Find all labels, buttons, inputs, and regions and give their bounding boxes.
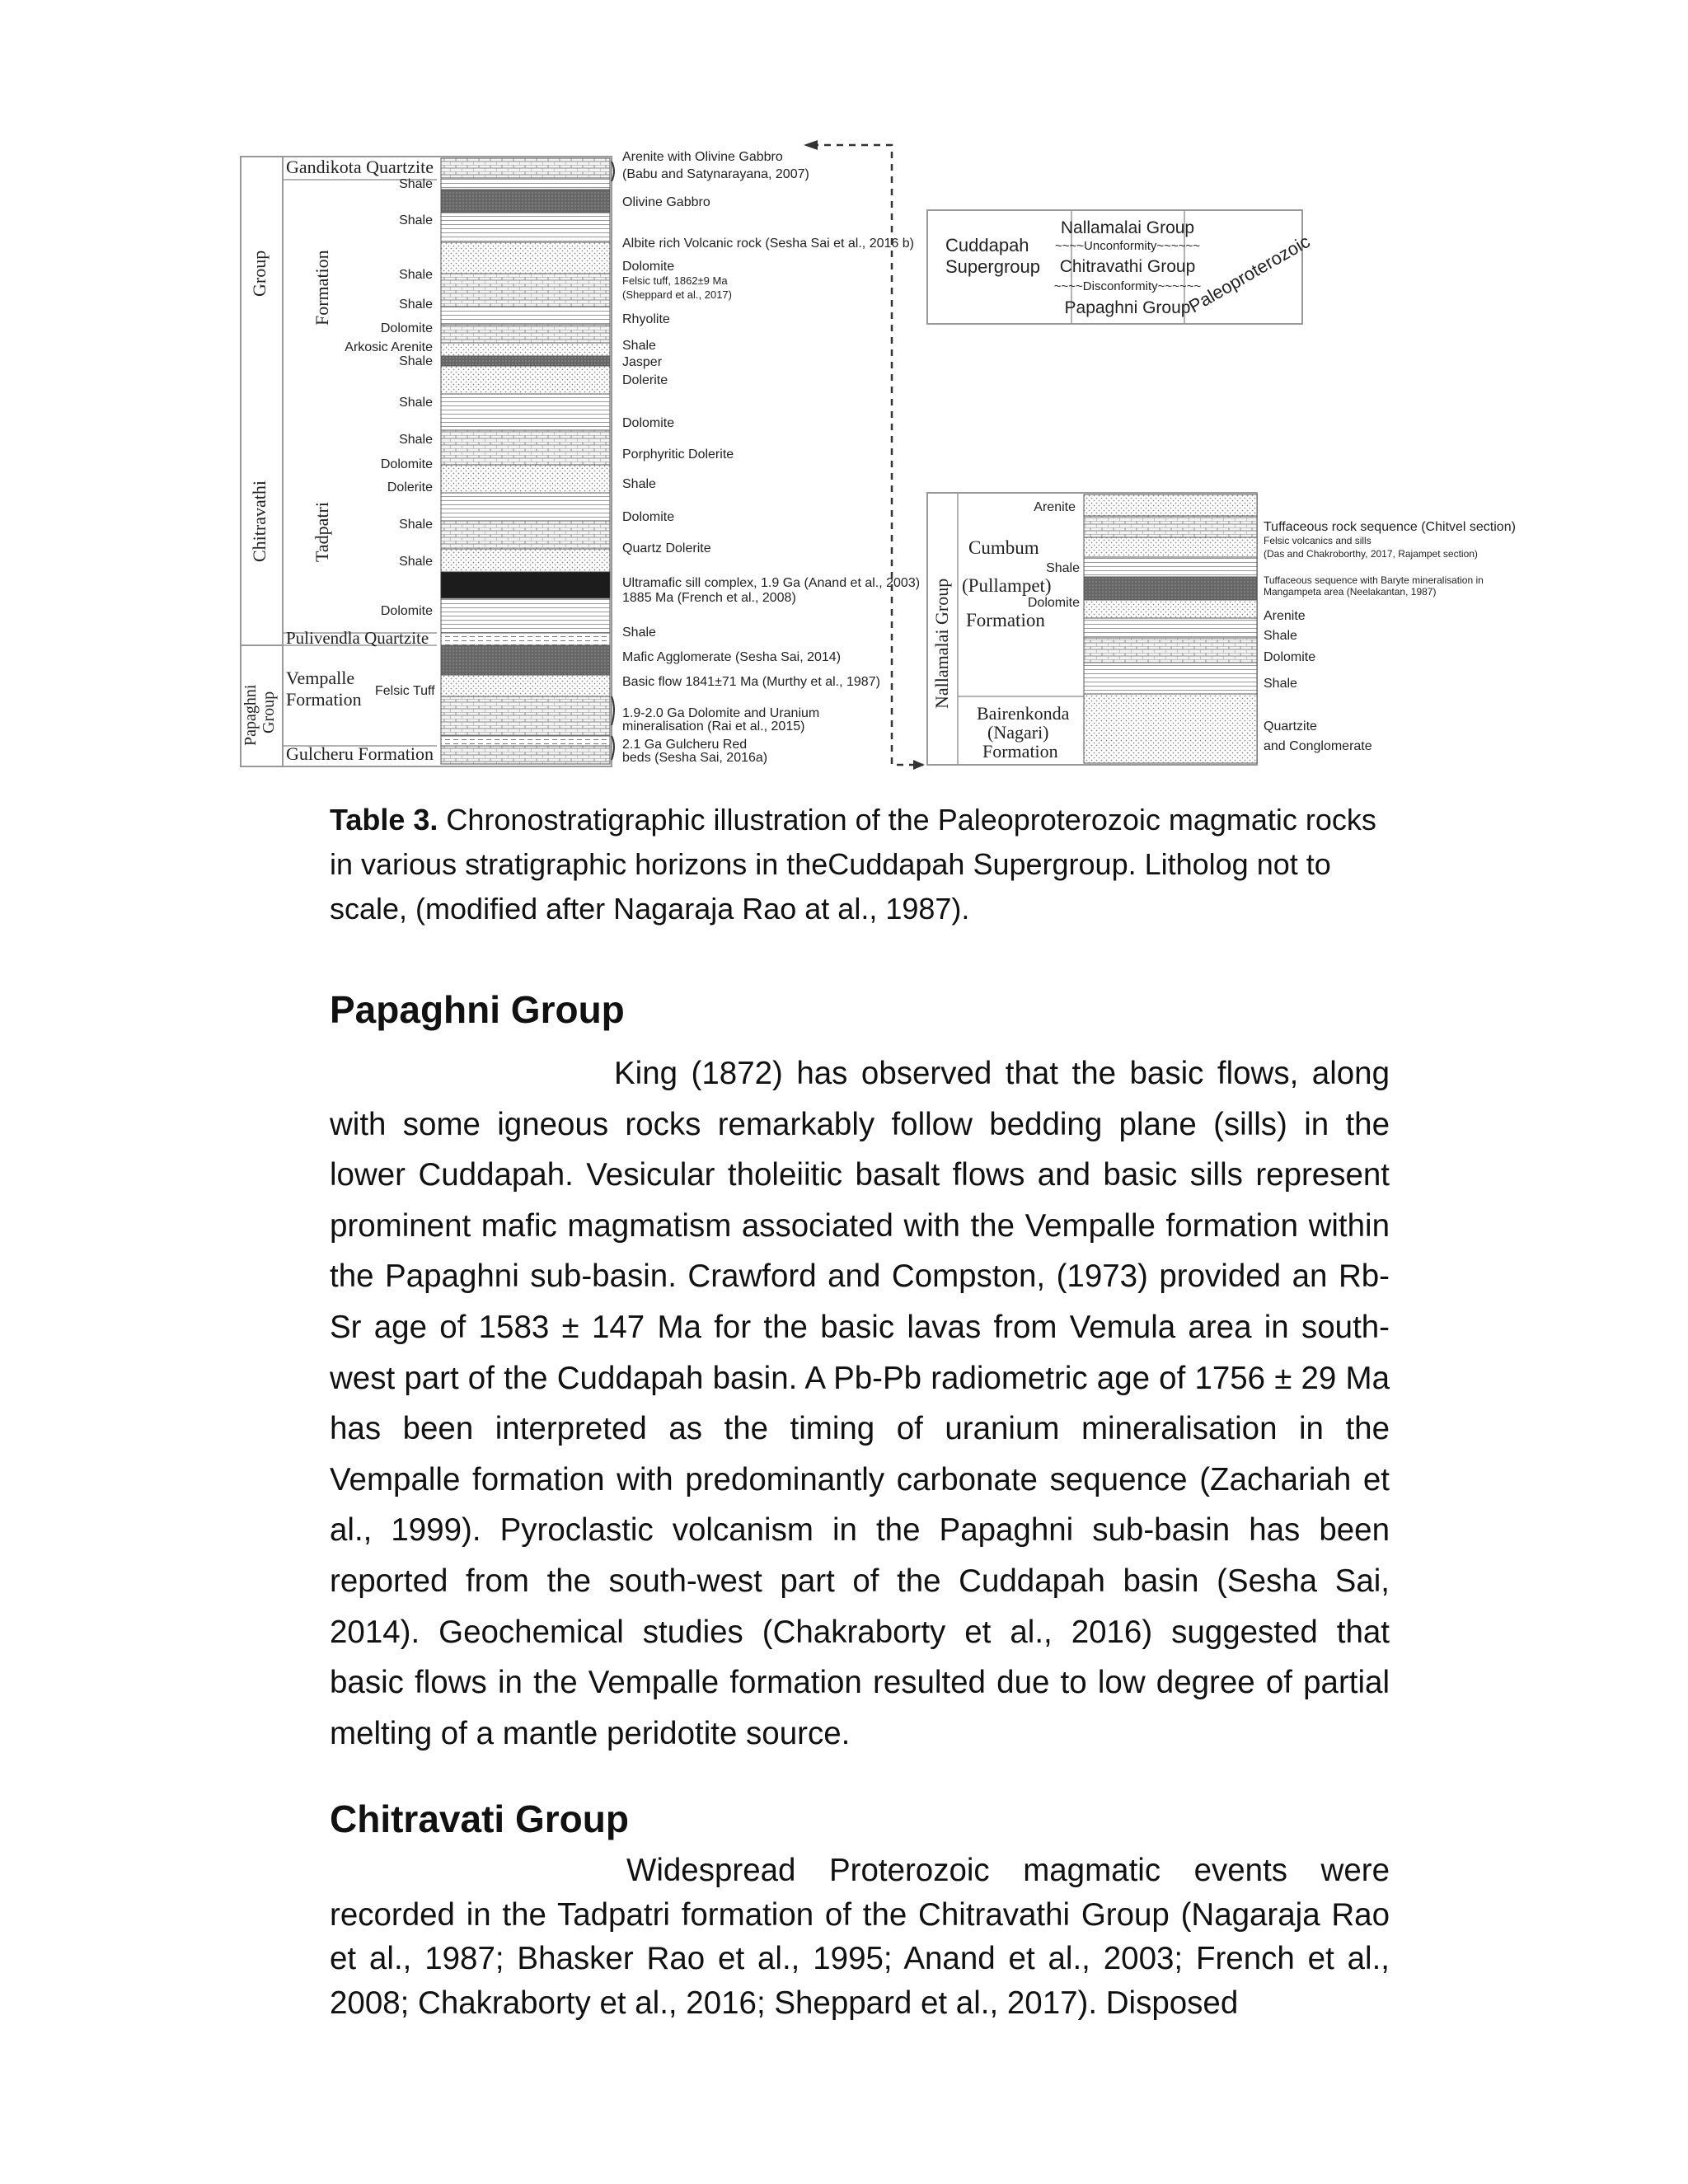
left-annotation-2: Olivine Gabbro	[622, 195, 710, 209]
legend-disconformity: ~~~~Disconformity~~~~~~	[1053, 279, 1202, 293]
right-annotation-9: Quartzite	[1264, 719, 1317, 733]
left-lith-label-9: Dolomite	[380, 457, 433, 471]
left-lith-label-12: Shale	[399, 555, 433, 569]
left-lith-label-5: Arkosic Arenite	[345, 340, 433, 354]
left-annotation-3: Albite rich Volcanic rock (Sesha Sai et al., 2016 b)	[622, 237, 914, 251]
gandikota-label: Gandikota Quartzite	[286, 157, 434, 177]
left-annotation-10: Dolerite	[622, 373, 668, 387]
left-annotation-16: Ultramafic sill complex, 1.9 Ga (Anand et al., 2003)	[622, 576, 921, 590]
felsic-tuff-label: Felsic Tuff	[375, 684, 435, 698]
left-lith-label-8: Shale	[399, 433, 433, 447]
vempalle-label: Vempalle Formation	[286, 668, 362, 710]
right-stratigraphic-column	[927, 493, 1516, 765]
papaghni-label: Papaghni	[241, 684, 260, 746]
chitravathi-label: Chitravathi	[249, 480, 270, 562]
caption-label: Table 3.	[330, 803, 438, 837]
left-annotation-19: Mafic Agglomerate (Sesha Sai, 2014)	[622, 650, 842, 664]
right-annotation-5: Arenite	[1264, 609, 1306, 623]
left-lith-label-2: Shale	[399, 268, 433, 282]
group-label: Group	[249, 250, 270, 297]
left-annotation-12: Porphyritic Dolerite	[622, 448, 734, 462]
left-annotation-23: 2.1 Ga Gulcheru Red	[622, 738, 748, 752]
left-annotation-8: Shale	[622, 339, 656, 353]
left-lith-label-11: Shale	[399, 518, 433, 532]
papaghni-body-text: King (1872) has observed that the basic flows, along with some igneous rocks remarkably follow bedding plane (sills) in the lower Cuddapah. Vesicular tholeiitic basalt flows and basic sills represent prominent mafic magmatism associated with the Vempalle formation within the Papaghni sub-basin. Crawford and Compston, (1973) provided an Rb-Sr age of 1583 ± 147 Ma for the basic lavas from Vemula area in south-west part of the Cuddapah basin. A Pb-Pb radiometric age of 1756 ± 29 Ma has been interpreted as the timing of uranium mineralisation in the Vempalle formation with predominantly carbonate sequence (Zachariah et al., 1999). Pyroclastic volcanism in the Papaghni sub-basin has been reported from the south-west part of the Cuddapah basin (Sesha Sai, 2014). Geochemical studies (Chakraborty et al., 2016) suggested that basic flows in the Vempalle formation resulted due to low degree of partial melting of a mantle peridotite source.	[330, 1056, 1390, 1751]
left-annotation-15: Quartz Dolerite	[622, 541, 711, 555]
left-annotation-9: Jasper	[622, 355, 663, 369]
right-lith-shale: Shale	[1046, 561, 1080, 575]
left-stratigraphic-column	[241, 150, 920, 766]
left-lith-label-6: Shale	[399, 354, 433, 368]
left-annotation-21: 1.9-2.0 Ga Dolomite and Uranium	[622, 706, 820, 720]
legend-papaghni: Papaghni Group	[1064, 298, 1191, 317]
right-annotation-6: Shale	[1264, 629, 1297, 643]
figure-caption	[330, 798, 1385, 931]
left-lith-label-7: Shale	[399, 396, 433, 410]
right-lith-dolomite: Dolomite	[1027, 596, 1080, 610]
legend-chitravathi: Chitravathi Group	[1059, 257, 1196, 276]
left-annotation-11: Dolomite	[622, 416, 675, 430]
pullampet-label: (Pullampet)	[962, 575, 1052, 596]
bairenkonda-label: Bairenkonda	[977, 703, 1070, 724]
right-annotation-7: Dolomite	[1264, 650, 1316, 664]
left-annotation-5: Felsic tuff, 1862±9 Ma	[622, 274, 728, 287]
left-lith-label-0: Shale	[399, 177, 433, 191]
left-lith-label-10: Dolerite	[387, 480, 433, 494]
left-lith-label-3: Shale	[399, 298, 433, 312]
gulcheru-label: Gulcheru Formation	[286, 743, 434, 764]
right-group-label: Nallamalai Group	[931, 578, 952, 709]
right-annotation-8: Shale	[1264, 677, 1297, 691]
left-annotation-22: mineralisation (Rai et al., 2015)	[622, 719, 805, 733]
papaghni-group-label: Group	[260, 691, 278, 733]
left-lith-label-4: Dolomite	[380, 321, 433, 335]
legend-box	[927, 210, 1313, 324]
left-annotation-24: beds (Sesha Sai, 2016a)	[622, 751, 768, 765]
left-lith-label-13: Dolomite	[380, 604, 433, 618]
legend-unconformity: ~~~~Unconformity~~~~~~	[1055, 239, 1200, 253]
nagari-label: (Nagari)	[987, 722, 1049, 743]
chitravati-body-text: Widespread Proterozoic magmatic events were recorded in the Tadpatri formation of the Chitravathi Group (Nagaraja Rao et al., 1987; Bhasker Rao et al., 1995; Anand et al., 2003; French et al., 2008; Chakraborty et al., 2016; Sheppard et al., 2017). Disposed	[330, 1853, 1390, 2021]
legend-supergroup: Cuddapah Supergroup	[945, 235, 1040, 277]
section-heading-chitravati: Chitravati Group	[330, 1797, 629, 1840]
formation-label: Formation	[966, 610, 1045, 630]
left-lith-label-1: Shale	[399, 213, 433, 227]
caption-text: Chronostratigraphic illustration of the Paleoproterozoic magmatic rocks in various stratigraphic horizons in theCuddapah Supergroup. Litholog not to scale, (modified after Nagaraja Rao at al., 1987).	[330, 803, 1376, 926]
right-annotation-0: Tuffaceous rock sequence (Chitvel section)	[1264, 520, 1516, 534]
right-annotation-4: Mangampeta area (Neelakantan, 1987)	[1264, 586, 1437, 598]
left-annotation-7: Rhyolite	[622, 312, 670, 326]
left-annotation-0: Arenite with Olivine Gabbro	[622, 150, 783, 164]
left-annotation-1: (Babu and Satynarayana, 2007)	[622, 167, 809, 181]
cumbum-label: Cumbum	[968, 537, 1039, 558]
left-annotation-20: Basic flow 1841±71 Ma (Murthy et al., 1987)	[622, 675, 880, 689]
section-heading-papaghni: Papaghni Group	[330, 988, 625, 1031]
left-annotation-18: Shale	[622, 626, 656, 640]
right-annotation-10: and Conglomerate	[1264, 739, 1372, 753]
left-annotation-17: 1885 Ma (French et al., 2008)	[622, 591, 796, 605]
legend-nallamalai: Nallamalai Group	[1060, 218, 1195, 237]
right-lith-arenite: Arenite	[1034, 500, 1076, 514]
left-annotation-14: Dolomite	[622, 510, 675, 524]
left-annotation-4: Dolomite	[622, 260, 675, 274]
right-annotation-3: Tuffaceous sequence with Baryte mineralisation in	[1264, 574, 1484, 586]
tadpatri-formation-label: Formation	[312, 250, 332, 326]
right-annotation-2: (Das and Chakroborthy, 2017, Rajampet section)	[1264, 548, 1478, 560]
section-body-papaghni	[330, 1048, 1390, 1759]
pulivendla-label: Pulivendla Quartzite	[286, 628, 429, 648]
legend-era: Paleoproterozoic	[1185, 231, 1314, 317]
bairenkonda-formation-label: Formation	[982, 741, 1058, 762]
left-annotation-13: Shale	[622, 477, 656, 491]
stratigraphy-figure	[0, 0, 1688, 791]
left-annotation-6: (Sheppard et al., 2017)	[622, 288, 732, 301]
tadpatri-label: Tadpatri	[312, 502, 332, 562]
section-body-chitravati	[330, 1849, 1390, 2025]
right-annotation-1: Felsic volcanics and sills	[1264, 535, 1372, 546]
